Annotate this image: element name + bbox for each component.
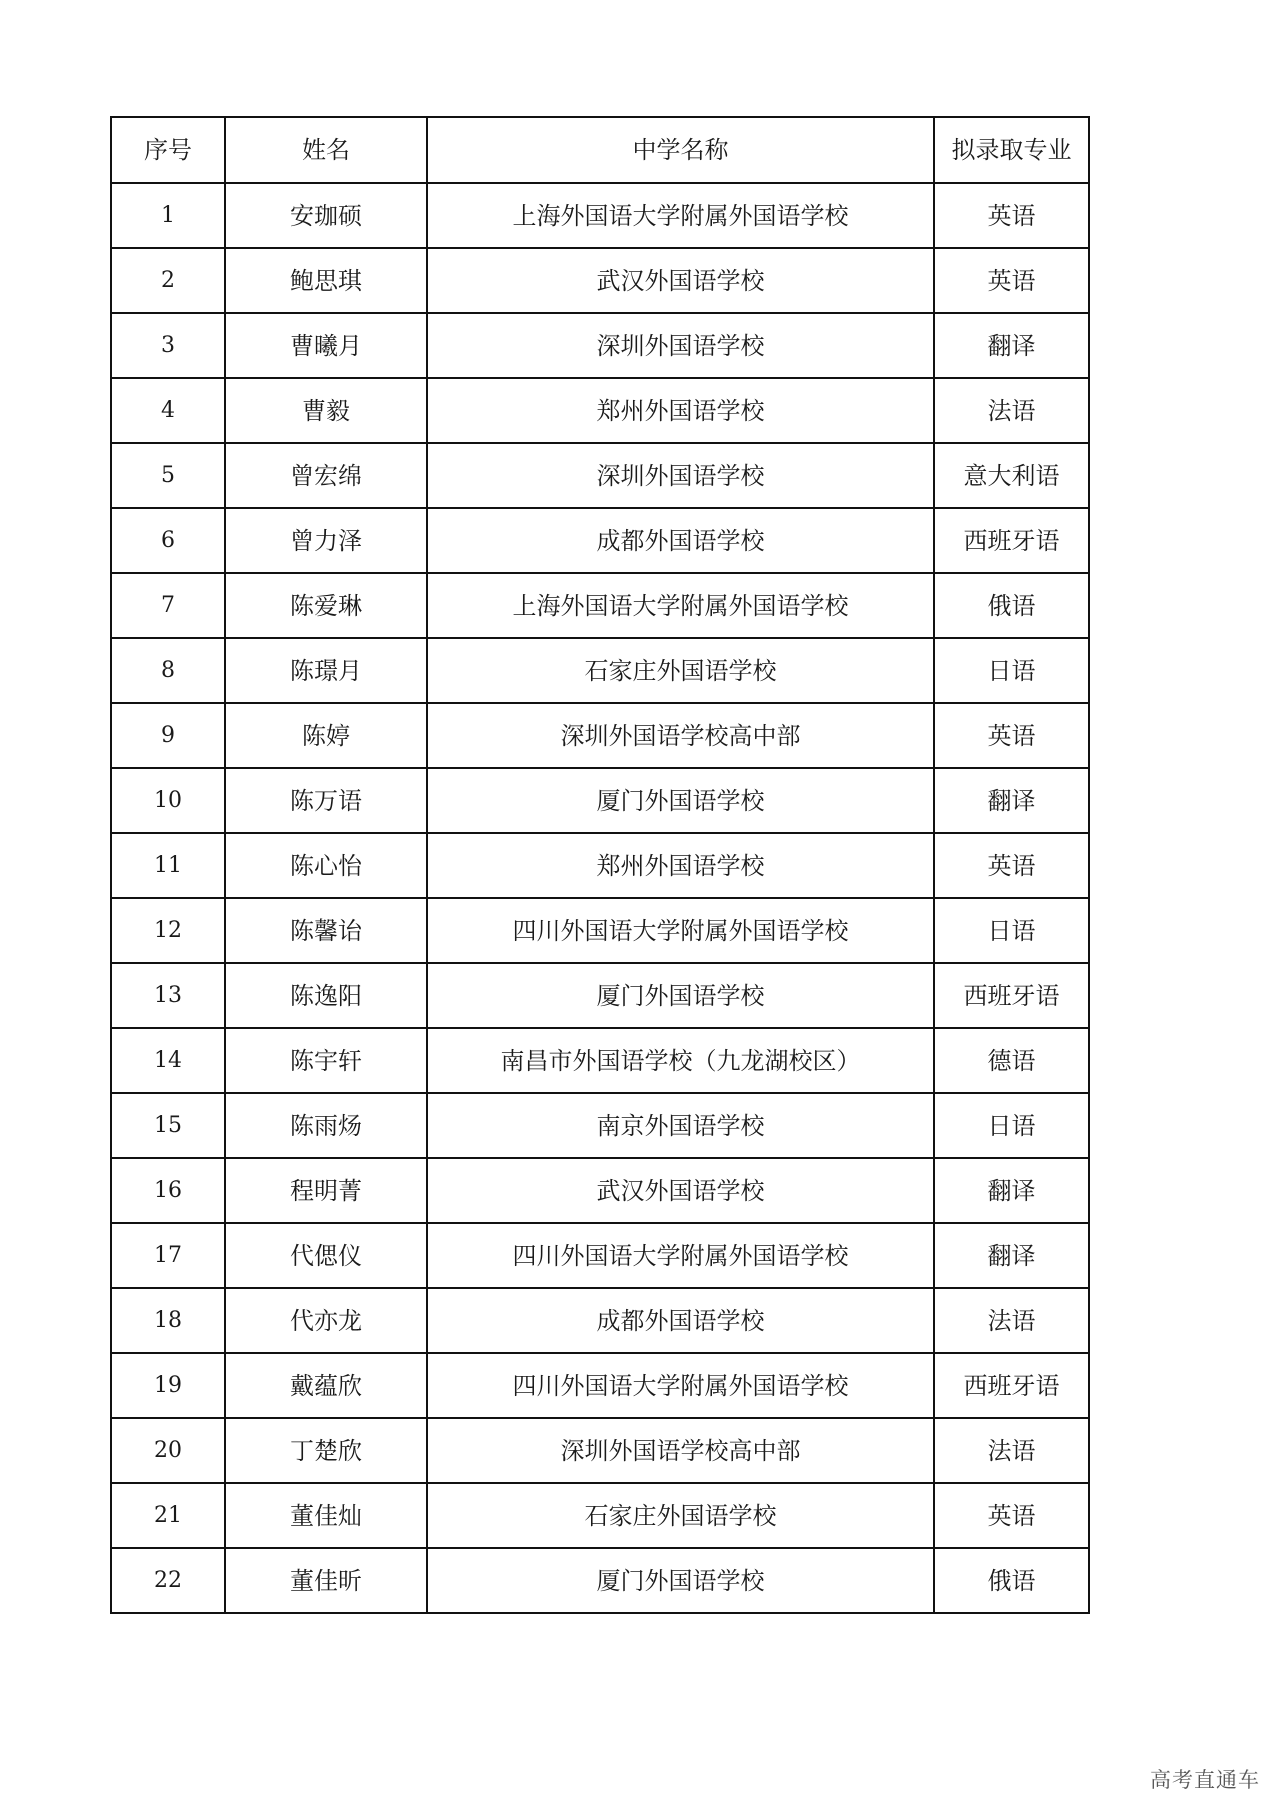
table-header [111,117,1089,183]
cell-no: 10 [111,768,225,833]
cell-school: 郑州外国语学校 [427,378,934,443]
table-row [111,703,1089,768]
cell-school: 上海外国语大学附属外国语学校 [427,183,934,248]
cell-no: 18 [111,1288,225,1353]
cell-school: 成都外国语学校 [427,1288,934,1353]
cell-major: 翻译 [934,1223,1089,1288]
cell-school: 深圳外国语学校高中部 [427,703,934,768]
cell-major: 日语 [934,638,1089,703]
cell-no: 21 [111,1483,225,1548]
cell-school: 深圳外国语学校高中部 [427,1418,934,1483]
table-row [111,1353,1089,1418]
cell-no: 9 [111,703,225,768]
table-row [111,1028,1089,1093]
table-row [111,183,1089,248]
cell-name: 戴蕴欣 [225,1353,427,1418]
cell-school: 深圳外国语学校 [427,443,934,508]
table-row [111,1418,1089,1483]
cell-name: 陈璟月 [225,638,427,703]
header-row [111,117,1089,183]
cell-major: 俄语 [934,1548,1089,1613]
cell-major: 英语 [934,183,1089,248]
cell-no: 22 [111,1548,225,1613]
cell-no: 19 [111,1353,225,1418]
watermark-text: 高考直通车 [1150,1768,1260,1792]
table-row [111,1223,1089,1288]
cell-school: 郑州外国语学校 [427,833,934,898]
cell-school: 南昌市外国语学校（九龙湖校区） [427,1028,934,1093]
table-row [111,508,1089,573]
cell-name: 曹毅 [225,378,427,443]
table-row [111,248,1089,313]
header-name: 姓名 [225,117,427,183]
cell-no: 15 [111,1093,225,1158]
cell-major: 日语 [934,898,1089,963]
cell-name: 陈馨诒 [225,898,427,963]
table-row [111,1548,1089,1613]
cell-major: 西班牙语 [934,963,1089,1028]
cell-no: 7 [111,573,225,638]
table-row [111,443,1089,508]
cell-no: 14 [111,1028,225,1093]
cell-name: 陈万语 [225,768,427,833]
cell-name: 董佳昕 [225,1548,427,1613]
cell-name: 陈心怡 [225,833,427,898]
cell-major: 翻译 [934,768,1089,833]
cell-major: 法语 [934,1288,1089,1353]
cell-school: 成都外国语学校 [427,508,934,573]
table-row [111,1093,1089,1158]
cell-major: 俄语 [934,573,1089,638]
cell-name: 陈婷 [225,703,427,768]
cell-no: 8 [111,638,225,703]
cell-school: 石家庄外国语学校 [427,638,934,703]
cell-name: 陈雨炀 [225,1093,427,1158]
cell-school: 武汉外国语学校 [427,248,934,313]
cell-name: 程明菁 [225,1158,427,1223]
cell-major: 意大利语 [934,443,1089,508]
cell-school: 上海外国语大学附属外国语学校 [427,573,934,638]
cell-no: 12 [111,898,225,963]
cell-major: 翻译 [934,1158,1089,1223]
cell-major: 英语 [934,703,1089,768]
cell-no: 20 [111,1418,225,1483]
table-row [111,313,1089,378]
cell-no: 17 [111,1223,225,1288]
cell-major: 德语 [934,1028,1089,1093]
cell-name: 曹曦月 [225,313,427,378]
cell-no: 6 [111,508,225,573]
table-body [111,183,1089,1613]
table-row [111,898,1089,963]
cell-no: 16 [111,1158,225,1223]
cell-no: 5 [111,443,225,508]
cell-school: 厦门外国语学校 [427,768,934,833]
cell-school: 厦门外国语学校 [427,1548,934,1613]
cell-no: 1 [111,183,225,248]
cell-name: 代偲仪 [225,1223,427,1288]
cell-major: 英语 [934,1483,1089,1548]
cell-name: 董佳灿 [225,1483,427,1548]
cell-name: 陈爱琳 [225,573,427,638]
cell-name: 丁楚欣 [225,1418,427,1483]
header-school: 中学名称 [427,117,934,183]
cell-name: 代亦龙 [225,1288,427,1353]
admission-table [110,116,1090,1614]
cell-school: 四川外国语大学附属外国语学校 [427,1223,934,1288]
cell-school: 四川外国语大学附属外国语学校 [427,898,934,963]
cell-school: 南京外国语学校 [427,1093,934,1158]
table-row [111,963,1089,1028]
cell-major: 法语 [934,378,1089,443]
table-row [111,1288,1089,1353]
cell-school: 武汉外国语学校 [427,1158,934,1223]
cell-major: 西班牙语 [934,1353,1089,1418]
cell-name: 陈逸阳 [225,963,427,1028]
cell-name: 安珈硕 [225,183,427,248]
cell-school: 深圳外国语学校 [427,313,934,378]
table-row [111,1483,1089,1548]
table-row [111,768,1089,833]
table-row [111,638,1089,703]
table-row [111,833,1089,898]
cell-name: 曾力泽 [225,508,427,573]
cell-no: 4 [111,378,225,443]
header-no: 序号 [111,117,225,183]
cell-name: 陈宇轩 [225,1028,427,1093]
cell-school: 石家庄外国语学校 [427,1483,934,1548]
cell-no: 2 [111,248,225,313]
cell-school: 厦门外国语学校 [427,963,934,1028]
cell-name: 鲍思琪 [225,248,427,313]
cell-major: 日语 [934,1093,1089,1158]
cell-name: 曾宏绵 [225,443,427,508]
admission-list [110,116,1088,1614]
table-row [111,378,1089,443]
cell-major: 法语 [934,1418,1089,1483]
cell-major: 英语 [934,248,1089,313]
cell-no: 3 [111,313,225,378]
cell-no: 11 [111,833,225,898]
header-major: 拟录取专业 [934,117,1089,183]
cell-major: 翻译 [934,313,1089,378]
cell-major: 英语 [934,833,1089,898]
cell-school: 四川外国语大学附属外国语学校 [427,1353,934,1418]
table-row [111,1158,1089,1223]
table-row [111,573,1089,638]
cell-no: 13 [111,963,225,1028]
cell-major: 西班牙语 [934,508,1089,573]
